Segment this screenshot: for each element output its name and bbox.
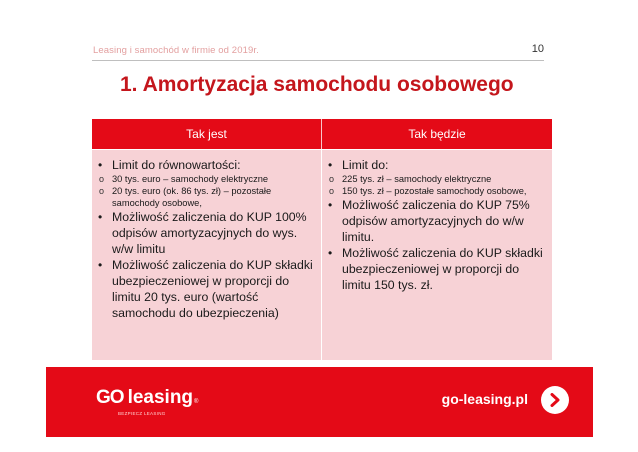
list-item-text: Możliwość zaliczenia do KUP składki ubezpieczeniowej w proporcji do limitu 150 tys. zł. [342,246,543,292]
list-item-text: 150 tys. zł – pozostałe samochody osobowe, [342,186,527,196]
list-item [98,173,315,185]
list-item-text: 225 tys. zł – samochody elektryczne [342,174,492,184]
comparison-table [92,119,552,360]
table-cell-future [322,149,552,360]
list-item-text: Możliwość zaliczenia do KUP składki ubezpieczeniowej w proporcji do limitu 20 tys. euro (wartość samochodu do ubezpieczenia) [112,258,313,320]
bullet-circle-icon: o [329,186,335,196]
header-text: Leasing i samochód w firmie od 2019r. [93,45,259,56]
list-item [98,157,315,173]
bullet-dot-icon: • [328,158,333,172]
list-item-text: Limit do: [342,158,389,172]
bullet-dot-icon: • [98,258,103,272]
logo-go: GO [96,387,124,408]
list-item [98,257,315,321]
list-item [98,185,315,209]
list-item [328,185,546,197]
chevron-right-icon [548,393,562,407]
table-cell-current [92,149,322,360]
page-number: 10 [531,43,544,55]
bullet-circle-icon: o [99,186,105,196]
bullet-dot-icon: • [98,210,103,224]
bullet-dot-icon: • [328,246,333,260]
list-item-text: Możliwość zaliczenia do KUP 100% odpisów amortyzacyjnych do wys. w/w limitu [112,210,307,256]
footer-banner [46,367,593,437]
table-header-current: Tak jest [92,119,322,149]
list-item-text: 30 tys. euro – samochody elektryczne [112,174,269,184]
list-item [328,197,546,245]
table-header-future: Tak będzie [322,119,552,149]
next-button[interactable] [541,386,569,414]
list-item [328,245,546,293]
logo-registered: ® [194,399,199,405]
list-item-text: Możliwość zaliczenia do KUP 75% odpisów amortyzacyjnych do w/w limitu. [342,198,530,244]
list-item-text: 20 tys. euro (ok. 86 tys. zł) – pozostałe samochody osobowe, [112,186,272,208]
bullet-circle-icon: o [329,174,335,184]
brand-logo[interactable] [96,387,198,409]
header-divider [92,60,544,61]
list-item [328,157,546,173]
bullet-circle-icon: o [99,174,105,184]
website-link[interactable]: go-leasing.pl [441,391,528,407]
list-item [328,173,546,185]
bullet-dot-icon: • [98,158,103,172]
bullet-dot-icon: • [328,198,333,212]
page-title: 1. Amortyzacja samochodu osobowego [120,73,514,96]
logo-tagline: BEZPIECZ LEASING [118,411,166,416]
logo-leasing: leasing [127,387,194,408]
list-item-text: Limit do równowartości: [112,158,241,172]
list-item [98,209,315,257]
